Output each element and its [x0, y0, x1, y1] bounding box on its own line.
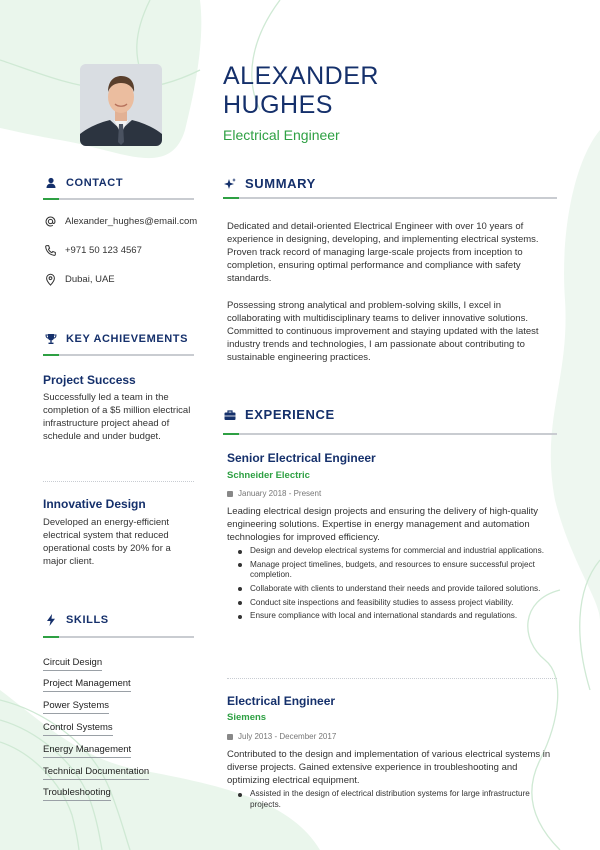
skill-item: Circuit Design [43, 657, 102, 671]
job-bullet: Assisted in the design of electrical distribution systems for large infrastructure projects. [238, 789, 558, 810]
first-name: ALEXANDER [223, 62, 379, 90]
experience-divider [223, 433, 557, 435]
job-bullet: Design and develop electrical systems for commercial and industrial applications. [238, 546, 558, 557]
skills-heading [44, 613, 109, 627]
skill-item: Troubleshooting [43, 787, 111, 801]
skills-divider [43, 636, 194, 638]
job-bullet-list [238, 789, 558, 813]
map-pin-icon [44, 273, 57, 286]
calendar-icon [227, 491, 233, 497]
achievement-separator [43, 481, 194, 482]
briefcase-icon [223, 408, 237, 422]
contact-phone[interactable] [44, 244, 142, 257]
job-dates-text: July 2013 - December 2017 [238, 732, 337, 741]
contact-heading [44, 176, 123, 190]
location-text: Dubai, UAE [65, 274, 115, 285]
company-name: Siemens [227, 712, 267, 723]
achievements-heading-label: KEY ACHIEVEMENTS [66, 333, 189, 345]
job-separator [227, 678, 557, 679]
summary-heading [223, 176, 316, 191]
user-icon [44, 176, 58, 190]
job-bullet: Collaborate with clients to understand their needs and provide tailored solutions. [238, 584, 558, 595]
job-role: Senior Electrical Engineer [227, 451, 376, 465]
job-bullet: Manage project timelines, budgets, and resources to ensure successful project completion. [238, 560, 558, 581]
last-name: HUGHES [223, 91, 333, 119]
achievement-title: Project Success [43, 373, 136, 387]
job-role: Electrical Engineer [227, 694, 336, 708]
skill-item: Energy Management [43, 744, 131, 758]
contact-divider [43, 198, 194, 200]
contact-heading-label: CONTACT [66, 177, 124, 189]
skill-item: Project Management [43, 678, 131, 692]
achievement-description: Successfully led a team in the completion of a $5 million electrical infrastructure project ahead of schedule and under budget. [43, 392, 191, 442]
job-bullet: Ensure compliance with local and international standards and regulations. [238, 611, 558, 622]
job-dates [227, 732, 336, 741]
summary-heading-label: SUMMARY [245, 176, 316, 191]
job-dates [227, 489, 321, 498]
job-bullet: Conduct site inspections and feasibility studies to assess project viability. [238, 598, 558, 609]
experience-heading-label: EXPERIENCE [245, 407, 335, 422]
lightning-icon [44, 613, 58, 627]
candidate-name [223, 62, 523, 120]
profile-photo [80, 64, 162, 146]
email-text: Alexander_hughes@email.com [65, 216, 198, 227]
job-title: Electrical Engineer [223, 127, 340, 143]
phone-text: +971 50 123 4567 [65, 245, 142, 256]
company-name: Schneider Electric [227, 470, 310, 481]
sparkle-icon [223, 177, 237, 191]
summary-paragraph: Possessing strong analytical and problem-solving skills, I excel in collaborating with multidisciplinary teams to deliver innovative solutions. Committed to continuous improvement and staying updated with the latest industry trends and technologies, I am passionate about contributing to sustainable engineering practices. [227, 300, 539, 363]
job-description: Leading electrical design projects and ensuring the delivery of high-quality engineering solutions. Expertise in energy management and automation technologies for improved efficiency. [227, 506, 539, 543]
at-sign-icon [44, 215, 57, 228]
skill-item: Power Systems [43, 700, 109, 714]
summary-paragraph: Dedicated and detail-oriented Electrical Engineer with over 10 years of experience in designing, developing, and implementing electrical systems. Proven track record of managing large-scale projects from inception to completion, ensuring optimal performance and compliance with safety standards. [227, 221, 539, 284]
skills-heading-label: SKILLS [66, 614, 109, 626]
achievement-title: Innovative Design [43, 497, 146, 511]
phone-icon [44, 244, 57, 257]
contact-email[interactable] [44, 215, 197, 228]
job-description: Contributed to the design and implementation of various electrical systems in diverse projects. Gained extensive experience in troubleshooting and optimizing electrical equipment. [227, 749, 551, 786]
experience-heading [223, 407, 335, 422]
job-bullet-list [238, 546, 558, 625]
achievement-description: Developed an energy-efficient electrical system that reduced operational costs by 20% for a major client. [43, 517, 171, 567]
skill-item: Control Systems [43, 722, 113, 736]
achievements-divider [43, 354, 194, 356]
trophy-icon [44, 332, 58, 346]
job-dates-text: January 2018 - Present [238, 489, 322, 498]
contact-location [44, 273, 115, 286]
summary-divider [223, 197, 557, 199]
calendar-icon [227, 734, 233, 740]
achievements-heading [44, 332, 188, 346]
skill-item: Technical Documentation [43, 766, 149, 780]
